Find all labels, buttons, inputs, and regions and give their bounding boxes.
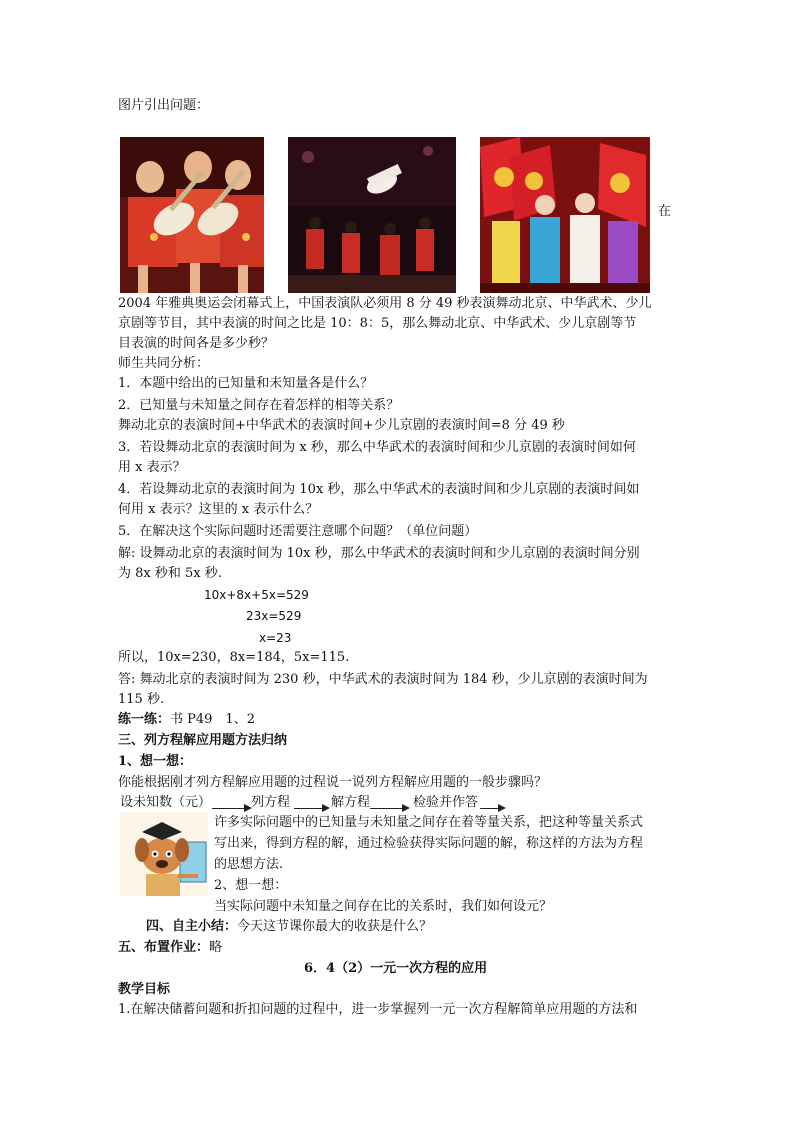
relation-text: 舞动北京的表演时间+中华武术的表演时间+少儿京剧的表演时间=8 分 49 秒 bbox=[118, 418, 565, 433]
peking-opera-illustration bbox=[480, 137, 650, 293]
solution-line-1: 解: 设舞动北京的表演时间为 10x 秒，那么中华武术的表演时间和少儿京剧的表演时间分别 bbox=[118, 546, 640, 561]
goal-1: 1.在解决储蓄问题和折扣问题的过程中，进一步掌握列一元一次方程解简单应用题的方法和 bbox=[118, 1002, 638, 1017]
practice-line bbox=[118, 710, 255, 730]
step-check: 检验并作答 bbox=[413, 795, 479, 810]
practice-text: 书 P49 1、2 bbox=[170, 712, 255, 727]
so-text: 所以，10x=230，8x=184，5x=115. bbox=[118, 650, 350, 665]
martial-arts-photo bbox=[288, 137, 456, 293]
peking-opera-photo bbox=[480, 137, 650, 293]
method-line-2: 写出来，得到方程的解，通过检验获得实际问题的解，称这样的方法为方程 bbox=[214, 836, 644, 851]
question-2: 2．已知量与未知量之间存在着怎样的相等关系？ bbox=[118, 398, 400, 413]
step-arrow-3 bbox=[370, 808, 408, 809]
pipa-dancers-photo bbox=[120, 137, 264, 293]
question-4-line-1: 4．若设舞动北京的表演时间为 10x 秒，那么中华武术的表演时间和少儿京剧的表演时间如 bbox=[118, 482, 640, 497]
martial-arts-illustration bbox=[288, 137, 456, 293]
step-arrow-2 bbox=[294, 808, 328, 809]
answer-line-2: 115 秒. bbox=[118, 692, 165, 707]
answer-line-1: 答: 舞动北京的表演时间为 230 秒，中华武术的表演时间为 184 秒，少儿京剧的表演时间为 bbox=[118, 672, 648, 687]
think-2-question: 当实际问题中未知量之间存在比的关系时，我们如何设元？ bbox=[214, 899, 553, 914]
zai-text: 在 bbox=[658, 204, 672, 219]
pipa-dancers-illustration bbox=[120, 137, 264, 293]
method-line-1: 许多实际问题中的已知量与未知量之间存在着等量关系，把这种等量关系式 bbox=[214, 815, 644, 830]
section-5-label: 五、布置作业： bbox=[118, 940, 210, 955]
step-equation: 列方程 bbox=[251, 795, 291, 810]
section-4-label: 四、自主小结： bbox=[146, 919, 238, 934]
section-5-text: 略 bbox=[209, 940, 223, 955]
next-lesson-title: 6．4（2）一元一次方程的应用 bbox=[304, 961, 488, 976]
teacher-cartoon bbox=[120, 812, 208, 896]
question-4-line-2: 何用 x 表示？这里的 x 表示什么？ bbox=[118, 502, 319, 517]
section-4-text: 今天这节课你最大的收获是什么？ bbox=[237, 919, 433, 934]
question-5: 5．在解决这个实际问题时还需要注意哪个问题？（单位问题） bbox=[118, 524, 478, 539]
think-1-heading: 1、想一想： bbox=[118, 754, 193, 769]
problem-line-1: 2004 年雅典奥运会闭幕式上，中国表演队必须用 8 分 49 秒表演舞动北京、中华武术、少儿 bbox=[118, 296, 652, 311]
method-line-3: 的思想方法. bbox=[214, 857, 284, 872]
solution-line-2: 为 8x 秒和 5x 秒. bbox=[118, 566, 222, 581]
think-1-question: 你能根据刚才列方程解应用题的过程说一说列方程解应用题的一般步骤吗？ bbox=[118, 775, 548, 790]
step-arrow-1 bbox=[212, 808, 250, 809]
equation-3: x=23 bbox=[259, 631, 292, 645]
question-1: 1．本题中给出的已知量和未知量各是什么？ bbox=[118, 376, 374, 391]
problem-line-3: 目表演的时间各是多少秒？ bbox=[118, 336, 275, 351]
equation-2: 23x=529 bbox=[246, 609, 302, 623]
equation-1: 10x+8x+5x=529 bbox=[204, 588, 309, 602]
practice-label: 练一练： bbox=[118, 712, 171, 727]
question-3-line-2: 用 x 表示？ bbox=[118, 460, 186, 475]
cartoon-dog-teacher-icon bbox=[120, 812, 208, 896]
intro-text: 图片引出问题： bbox=[118, 98, 210, 113]
step-arrow-4 bbox=[480, 808, 504, 809]
section-5-line bbox=[118, 938, 222, 958]
think-2-heading: 2、想一想： bbox=[214, 878, 288, 893]
problem-line-2: 京剧等节目，其中表演的时间之比是 10：8：5，那么舞动北京、中华武术、少儿京剧等节 bbox=[118, 316, 637, 331]
goals-title: 教学目标 bbox=[118, 982, 171, 997]
step-solve: 解方程 bbox=[331, 795, 371, 810]
step-unknown: 设未知数（元） bbox=[120, 795, 212, 810]
section-3-heading: 三、列方程解应用题方法归纳 bbox=[118, 733, 288, 748]
question-3-line-1: 3．若设舞动北京的表演时间为 x 秒，那么中华武术的表演时间和少儿京剧的表演时间如何 bbox=[118, 440, 636, 455]
analysis-title: 师生共同分析： bbox=[118, 356, 210, 371]
section-4-line bbox=[146, 917, 432, 937]
